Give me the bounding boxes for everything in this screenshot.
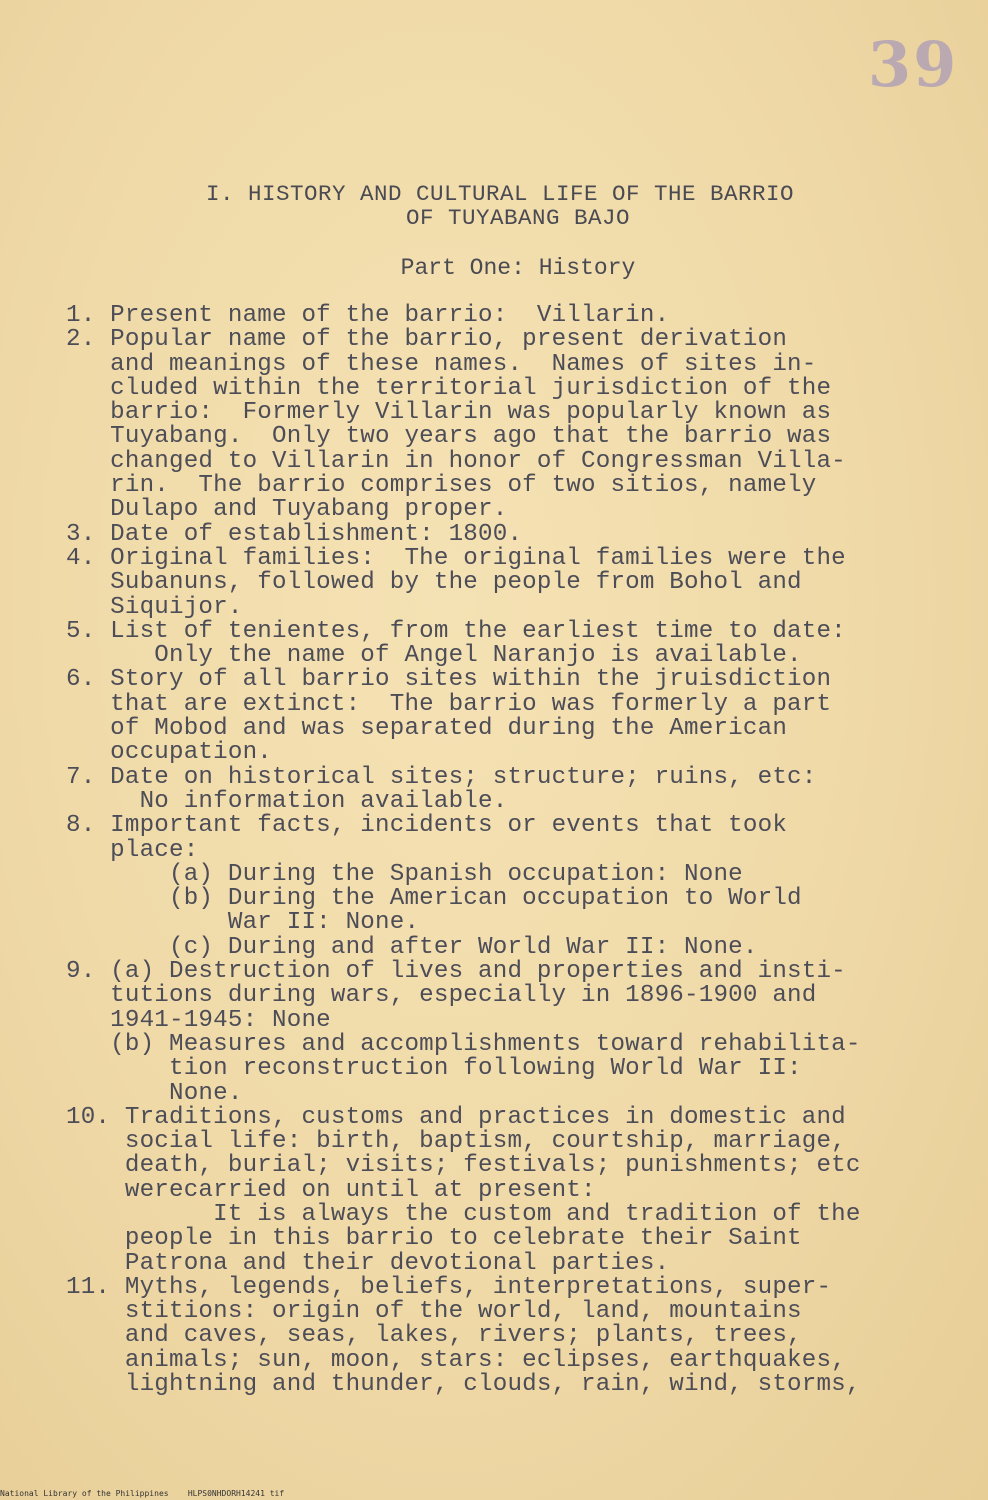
body-line: 3. Date of establishment: 1800. <box>66 520 523 548</box>
body-line: Patrona and their devotional parties. <box>66 1249 670 1277</box>
body-line: 10. Traditions, customs and practices in domestic and <box>66 1103 846 1131</box>
document-title-line-1: I. HISTORY AND CULTURAL LIFE OF THE BARRIO <box>205 181 795 207</box>
body-line: rin. The barrio comprises of two sitios, namely <box>66 472 817 500</box>
body-line: social life: birth, baptism, courtship, marriage, <box>66 1128 846 1156</box>
body-line: 4. Original families: The original families were the <box>66 544 846 572</box>
part-heading: Part One: History <box>400 255 636 281</box>
body-line: barrio: Formerly Villarin was popularly known as <box>66 399 832 427</box>
body-line: Tuyabang. Only two years ago that the barrio was <box>66 423 832 451</box>
body-line: werecarried on until at present: <box>66 1176 596 1204</box>
body-line: tion reconstruction following World War II: <box>66 1055 802 1083</box>
body-line: 8. Important facts, incidents or events that took <box>66 812 788 840</box>
body-line: lightning and thunder, clouds, rain, wind, storms, <box>66 1371 861 1399</box>
body-line: War II: None. <box>66 909 420 937</box>
body-line: (b) During the American occupation to World <box>66 885 802 913</box>
document-body <box>66 304 966 1397</box>
body-line: Subanuns, followed by the people from Bohol and <box>66 569 802 597</box>
body-line: (a) During the Spanish occupation: None <box>66 860 743 888</box>
body-line: Only the name of Angel Naranjo is available. <box>66 642 802 670</box>
body-line: cluded within the territorial jurisdiction of the <box>66 374 832 402</box>
body-line: and caves, seas, lakes, rivers; plants, trees, <box>66 1322 802 1350</box>
body-line: 6. Story of all barrio sites within the jruisdiction <box>66 666 832 694</box>
body-line: It is always the custom and tradition of the <box>66 1200 861 1228</box>
body-line: 11. Myths, legends, beliefs, interpretations, super- <box>66 1273 832 1301</box>
body-line: (c) During and after World War II: None. <box>66 933 758 961</box>
body-line: animals; sun, moon, stars: eclipses, earthquakes, <box>66 1346 846 1374</box>
body-line: and meanings of these names. Names of sites in- <box>66 350 817 378</box>
page-number-stamp: 39 <box>868 28 959 101</box>
archive-footer: National Library of the Philippines HLPS0NHDORH14241 tif <box>0 1489 285 1498</box>
body-line: that are extinct: The barrio was formerly a part <box>66 690 832 718</box>
body-line: 7. Date on historical sites; structure; ruins, etc: <box>66 763 817 791</box>
body-line: Dulapo and Tuyabang proper. <box>66 496 508 524</box>
body-line: stitions: origin of the world, land, mountains <box>66 1298 802 1326</box>
body-line: Siquijor. <box>66 593 243 621</box>
body-line: (b) Measures and accomplishments toward rehabilita- <box>66 1030 861 1058</box>
body-line: changed to Villarin in honor of Congressman Villa- <box>66 447 846 475</box>
body-line: 1. Present name of the barrio: Villarin. <box>66 302 670 329</box>
body-line: of Mobod and was separated during the American <box>66 715 788 743</box>
document-title-line-2: OF TUYABANG BAJO <box>405 205 631 231</box>
body-line: 5. List of tenientes, from the earliest time to date: <box>66 617 846 645</box>
body-line: occupation. <box>66 739 273 767</box>
body-line: 1941-1945: None <box>66 1006 331 1034</box>
body-line: No information available. <box>66 787 508 815</box>
body-line: death, burial; visits; festivals; punishments; etc <box>66 1152 861 1180</box>
body-line: tutions during wars, especially in 1896-1900 and <box>66 982 817 1010</box>
body-line: 9. (a) Destruction of lives and properties and insti- <box>66 958 846 986</box>
body-line: place: <box>66 836 199 864</box>
body-line: 2. Popular name of the barrio, present derivation <box>66 326 788 354</box>
body-line: None. <box>66 1079 243 1107</box>
body-line: people in this barrio to celebrate their Saint <box>66 1225 802 1253</box>
